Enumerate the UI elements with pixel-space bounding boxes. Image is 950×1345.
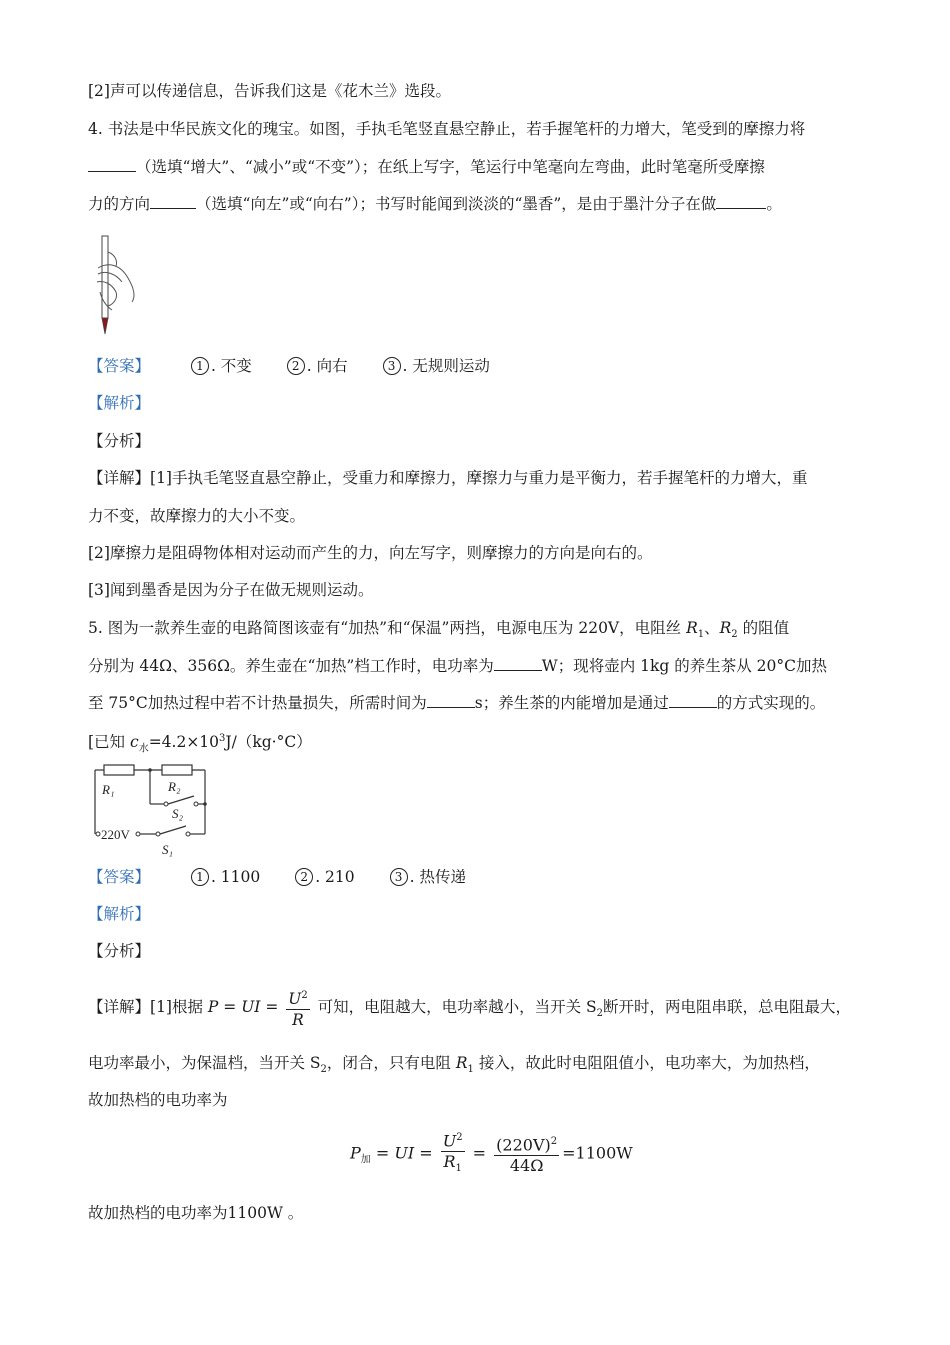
power-formula: $P_加$ = UI = $\frac{U^2}{R_1}$ = $\frac{(220V)^2}{44\Omega}$ =1100W [350,1128,633,1180]
question-5-line-4: [已知 $c_水=4.2\times 10^3J/(kg\cdot^\circ C)$ [88,733,312,755]
text-line: [2]声可以传递信息，告诉我们这是《花木兰》选段。 [88,82,451,100]
question-4-line-2: （选填“增大”、“减小”或“不变”）；在纸上写字，笔运行中笔毫向左弯曲，此时笔毫所受摩擦 [88,155,862,178]
answer-tag: 【答案】 [88,357,151,375]
circuit-diagram [88,762,216,860]
fraction-u2-r: $\frac{U^2}{R}$ [286,986,309,1030]
answer-item: 2 . 210 [295,866,354,888]
detail-line-1: 【详解】[1]手执毛笔竖直悬空静止，受重力和摩擦力，摩擦力与重力是平衡力，若手握笔杆的力增大，重 [88,469,808,487]
question-5-line-3: 至 75°C加热过程中若不计热量损失，所需时间为 s；养生茶的内能增加是通过 的方式实现的。 [88,691,862,714]
detail-line-5b: 电功率最小，为保温档，当开关 $S_2$，闭合，只有电阻 $R_1$ 接入，故此时电阻阻值小，电功率大，为加热档， [88,1054,820,1076]
answer-row-q5 [88,866,862,888]
question-4-line-1: 4. 书法是中华民族文化的瑰宝。如图，手执毛笔竖直悬空静止，若手握笔杆的力增大，笔受到的摩擦力将 [88,120,806,138]
answer-blank [494,654,542,671]
detail-line-2: 力不变，故摩擦力的大小不变。 [88,507,306,525]
answer-item: 3 . 无规则运动 [383,355,490,377]
answer-item: 2 . 向右 [287,355,348,377]
detail-line-4: [3]闻到墨香是因为分子在做无规则运动。 [88,581,374,599]
detail-line-5a: 【详解】[1]根据 P = UI = $\frac{U^2}{R}$ 可知，电阻越大，电功率越小，当开关 $S_2$断开时，两电阻串联，总电阻最大， [88,985,862,1029]
answer-item: 3 . 热传递 [390,866,466,888]
fenxi-tag: 【分析】 [88,942,151,960]
detail-line-3: [2]摩擦力是阻碍物体相对运动而产生的力，向左写字，则摩擦力的方向是向右的。 [88,544,653,562]
label-r2: R₂ [168,779,181,794]
label-s2: S₂ [172,806,184,821]
fenxi-tag: 【分析】 [88,432,151,450]
detail-line-5c: 故加热档的电功率为 [88,1091,228,1109]
analysis-tag: 【解析】 [88,905,151,923]
question-4-line-3: 力的方向 （选填“向左”或“向右”）；书写时能闻到淡淡的“墨香”，是由于墨汁分子在做 。 [88,192,862,215]
detail-line-5d: 故加热档的电功率为1100W 。 [88,1204,304,1222]
answer-blank [150,192,196,209]
answer-blank [716,192,766,209]
question-5-line-2: 分别为 44Ω、356Ω。养生壶在“加热”档工作时，电功率为 W；现将壶内 1kg 的养生茶从 20°C加热 [88,654,862,677]
calligraphy-brush-figure [88,234,146,340]
answer-row-q4 [88,355,862,377]
answer-blank [669,691,717,708]
label-r1: R₁ [102,782,115,797]
label-voltage: 220V [101,827,130,842]
answer-blank [427,691,475,708]
answer-blank [88,155,136,172]
answer-item: 1 . 不变 [191,355,252,377]
label-s1: S₁ [162,842,174,857]
question-5-line-1: 5. 图为一款养生壶的电路简图该壶有“加热”和“保温”两挡，电源电压为 220V，电阻丝 $R_1$、$R_2$ 的阻值 [88,619,790,641]
answer-tag: 【答案】 [88,868,151,886]
answer-item: 1 . 1100 [191,866,260,888]
analysis-tag: 【解析】 [88,394,151,412]
